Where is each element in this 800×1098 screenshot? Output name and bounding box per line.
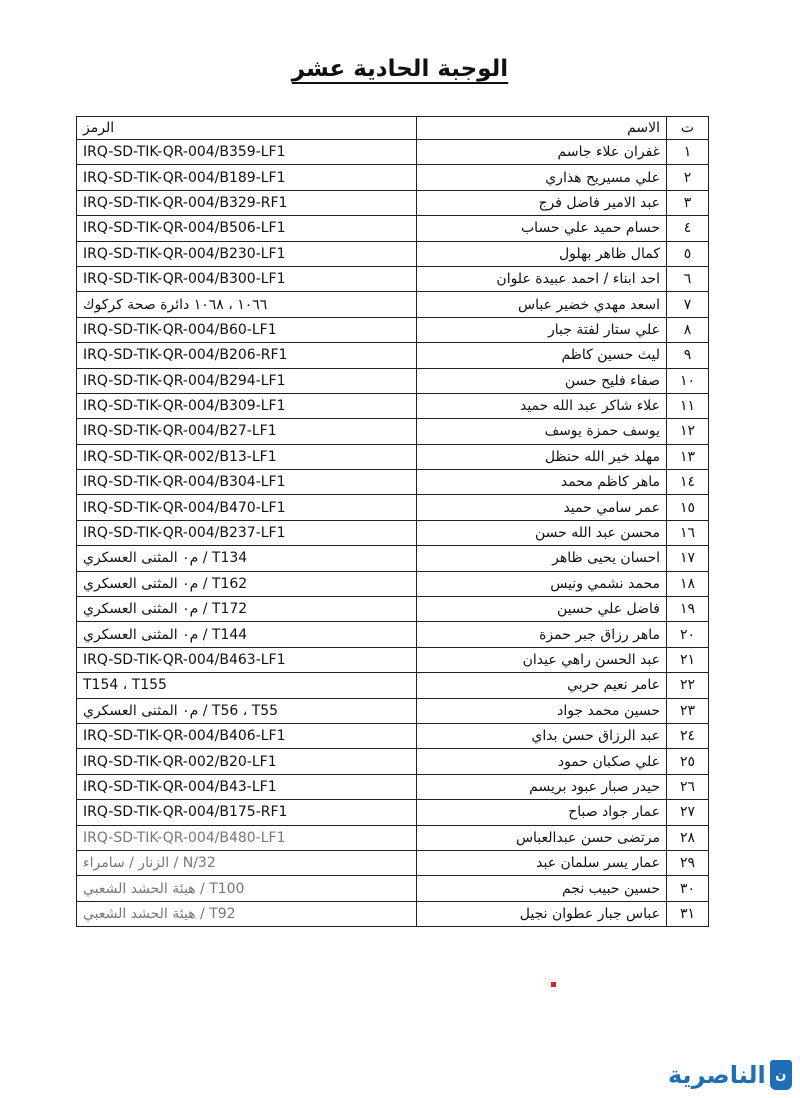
row-code: IRQ-SD-TIK-QR-004/B230-LF1 [77, 241, 417, 266]
row-name: حيدر صبار عبود بريسم [417, 774, 667, 799]
row-num: ٣١ [667, 901, 709, 926]
table-row [77, 546, 709, 571]
row-name: علي مسيريح هذاري [417, 165, 667, 190]
row-code: T172 / م٠ المثنى العسكري [77, 597, 417, 622]
row-num: ٢١ [667, 647, 709, 672]
row-name: عمر سامي حميد [417, 495, 667, 520]
row-num: ٣٠ [667, 876, 709, 901]
row-name: عبد الرزاق حسن بداي [417, 723, 667, 748]
table-row [77, 165, 709, 190]
row-code: IRQ-SD-TIK-QR-004/B237-LF1 [77, 520, 417, 545]
row-name: يوسف حمزة يوسف [417, 419, 667, 444]
table-row [77, 571, 709, 596]
row-name: محسن عبد الله حسن [417, 520, 667, 545]
table-row [77, 266, 709, 291]
row-num: ٦ [667, 266, 709, 291]
logo-mark-letter: ن [775, 1067, 787, 1083]
row-num: ٢٧ [667, 800, 709, 825]
row-name: ماهر كاظم محمد [417, 470, 667, 495]
table-row [77, 190, 709, 215]
row-name: صفاء فليح حسن [417, 368, 667, 393]
row-code: IRQ-SD-TIK-QR-002/B13-LF1 [77, 444, 417, 469]
row-name: عبد الحسن راهي عيدان [417, 647, 667, 672]
row-num: ٣ [667, 190, 709, 215]
table-row [77, 850, 709, 875]
row-code: IRQ-SD-TIK-QR-004/B506-LF1 [77, 216, 417, 241]
row-name: عباس جبار عطوان نجيل [417, 901, 667, 926]
row-name: احد ابناء / احمد عبيدة علوان [417, 266, 667, 291]
row-code: IRQ-SD-TIK-QR-004/B480-LF1 [77, 825, 417, 850]
row-name: احسان يحيى ظاهر [417, 546, 667, 571]
row-code: T162 / م٠ المثنى العسكري [77, 571, 417, 596]
row-code: IRQ-SD-TIK-QR-004/B27-LF1 [77, 419, 417, 444]
table-row [77, 470, 709, 495]
row-num: ١٥ [667, 495, 709, 520]
row-name: علي ستار لفتة جبار [417, 317, 667, 342]
table-row [77, 393, 709, 418]
table-row [77, 876, 709, 901]
row-name: فاضل علي حسين [417, 597, 667, 622]
row-code: IRQ-SD-TIK-QR-004/B470-LF1 [77, 495, 417, 520]
row-num: ٢٣ [667, 698, 709, 723]
table-row [77, 241, 709, 266]
table-row [77, 825, 709, 850]
row-num: ٢٨ [667, 825, 709, 850]
table-row [77, 444, 709, 469]
row-num: ١٠ [667, 368, 709, 393]
table-row [77, 216, 709, 241]
table-row [77, 292, 709, 317]
row-code: IRQ-SD-TIK-QR-004/B60-LF1 [77, 317, 417, 342]
row-code: IRQ-SD-TIK-QR-004/B309-LF1 [77, 393, 417, 418]
row-num: ٢٩ [667, 850, 709, 875]
row-code: T56 ، T55 / م٠ المثنى العسكري [77, 698, 417, 723]
row-name: عبد الامير فاضل فرج [417, 190, 667, 215]
row-num: ٢٢ [667, 673, 709, 698]
table-row [77, 723, 709, 748]
row-name: مهلد خير الله حنظل [417, 444, 667, 469]
row-code: IRQ-SD-TIK-QR-004/B300-LF1 [77, 266, 417, 291]
row-num: ١٤ [667, 470, 709, 495]
row-code: IRQ-SD-TIK-QR-004/B463-LF1 [77, 647, 417, 672]
table-row [77, 647, 709, 672]
row-name: حسين حبيب نجم [417, 876, 667, 901]
row-num: ٢٠ [667, 622, 709, 647]
row-code: T100 / هيئة الحشد الشعبي [77, 876, 417, 901]
row-code: T92 / هيئة الحشد الشعبي [77, 901, 417, 926]
row-code: IRQ-SD-TIK-QR-004/B206-RF1 [77, 343, 417, 368]
header-code: الرمز [77, 117, 417, 140]
row-num: ٩ [667, 343, 709, 368]
roster-table [76, 116, 709, 927]
row-code: IRQ-SD-TIK-QR-004/B329-RF1 [77, 190, 417, 215]
row-name: ليث حسين كاظم [417, 343, 667, 368]
row-code: T134 / م٠ المثنى العسكري [77, 546, 417, 571]
row-code: IRQ-SD-TIK-QR-004/B359-LF1 [77, 140, 417, 165]
table-row [77, 774, 709, 799]
red-dot-mark [551, 982, 556, 987]
table-row [77, 368, 709, 393]
page-title [0, 56, 800, 82]
row-num: ٧ [667, 292, 709, 317]
row-name: محمد نشمي ونيس [417, 571, 667, 596]
row-name: عمار جواد صباح [417, 800, 667, 825]
row-code: IRQ-SD-TIK-QR-004/B406-LF1 [77, 723, 417, 748]
table-row [77, 901, 709, 926]
row-num: ١٨ [667, 571, 709, 596]
row-num: ٤ [667, 216, 709, 241]
row-code: IRQ-SD-TIK-QR-004/B304-LF1 [77, 470, 417, 495]
row-num: ١١ [667, 393, 709, 418]
row-num: ٥ [667, 241, 709, 266]
logo-text: الناصرية [668, 1061, 766, 1089]
table-header-row [77, 117, 709, 140]
row-num: ٢٦ [667, 774, 709, 799]
row-num: ٢٤ [667, 723, 709, 748]
row-name: علاء شاكر عبد الله حميد [417, 393, 667, 418]
table-row [77, 749, 709, 774]
row-code: T154 ، T155 [77, 673, 417, 698]
row-name: حسام حميد علي حساب [417, 216, 667, 241]
roster-body [77, 140, 709, 927]
header-name: الاسم [417, 117, 667, 140]
table-row [77, 800, 709, 825]
row-num: ١٣ [667, 444, 709, 469]
title-text: الوجبة الحادية عشر [291, 56, 509, 82]
table-row [77, 419, 709, 444]
table-row [77, 698, 709, 723]
row-num: ١٦ [667, 520, 709, 545]
table-row [77, 520, 709, 545]
row-name: ماهر رزاق جبر حمزة [417, 622, 667, 647]
row-code: IRQ-SD-TIK-QR-004/B43-LF1 [77, 774, 417, 799]
row-code: ١٠٦٦ ، ١٠٦٨ دائرة صحة كركوك [77, 292, 417, 317]
row-name: حسين محمد جواد [417, 698, 667, 723]
row-code: IRQ-SD-TIK-QR-002/B20-LF1 [77, 749, 417, 774]
table-row [77, 673, 709, 698]
row-code: N/32 / الزنار / سامراء [77, 850, 417, 875]
row-name: اسعد مهدي خضير عباس [417, 292, 667, 317]
table-row [77, 622, 709, 647]
row-num: ١٩ [667, 597, 709, 622]
row-name: عمار يسر سلمان عبد [417, 850, 667, 875]
table-row [77, 597, 709, 622]
row-name: مرتضى حسن عبدالعباس [417, 825, 667, 850]
row-name: علي صكبان حمود [417, 749, 667, 774]
table-row [77, 317, 709, 342]
row-name: عامر نعيم حربي [417, 673, 667, 698]
table-row [77, 495, 709, 520]
row-code: IRQ-SD-TIK-QR-004/B294-LF1 [77, 368, 417, 393]
row-code: IRQ-SD-TIK-QR-004/B189-LF1 [77, 165, 417, 190]
logo-mark-icon [770, 1060, 792, 1090]
row-code: T144 / م٠ المثنى العسكري [77, 622, 417, 647]
table-row [77, 343, 709, 368]
row-name: كمال ظاهر بهلول [417, 241, 667, 266]
row-num: ١٧ [667, 546, 709, 571]
row-name: غفران علاء جاسم [417, 140, 667, 165]
row-num: ٢٥ [667, 749, 709, 774]
row-num: ١ [667, 140, 709, 165]
row-num: ٨ [667, 317, 709, 342]
row-code: IRQ-SD-TIK-QR-004/B175-RF1 [77, 800, 417, 825]
header-num: ت [667, 117, 709, 140]
row-num: ١٢ [667, 419, 709, 444]
table-row [77, 140, 709, 165]
row-num: ٢ [667, 165, 709, 190]
site-logo [668, 1058, 792, 1092]
